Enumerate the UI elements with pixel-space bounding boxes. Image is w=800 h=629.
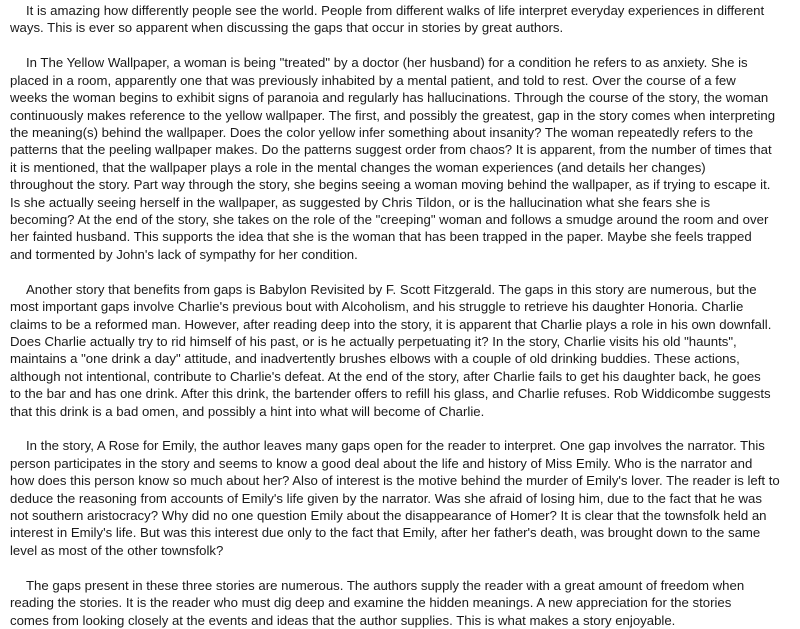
paragraph-yellow-wallpaper: In The Yellow Wallpaper, a woman is being "treated" by a doctor (her husband) for a condition he refers to as anxiety. She is placed in a room, apparently one that was previously inhabited by a mental patient, and told to rest. Over the course of a few weeks the woman begins to exhibit signs of paranoia and regularly has hallucinations. Through the course of the story, the woman continuously makes reference to the yellow wallpaper. The first, and possibly the greatest, gap in the story comes when interpreting the meaning(s) behind the wallpaper. Does the color yellow infer something about insanity? The woman repeatedly refers to the patterns that the peeling wallpaper makes. Do the patterns suggest order from chaos? It is apparent, from the number of times that it is mentioned, that the wallpaper plays a role in the mental changes the woman experiences (and details her changes) throughout the story. Part way through the story, she begins seeing a woman moving behind the wallpaper, as if trying to escape it. Is she actually seeing herself in the wallpaper, as suggested by Chris Tildon, or is the hallucination what she fears she is becoming? At the end of the story, she takes on the role of the "creeping" woman and follows a smudge around the room and over her fainted husband. This supports the idea that she is the woman that has been trapped in the paper. Maybe she feels trapped and tormented by John's lack of sympathy for her condition. [10,55,776,262]
paragraph-intro: It is amazing how differently people see the world. People from different walks of life interpret everyday experiences in different ways. This is ever so apparent when discussing the gaps that occur in stories by great authors. [10,3,765,36]
paragraph-babylon-revisited: Another story that benefits from gaps is Babylon Revisited by F. Scott Fitzgerald. The gaps in this story are numerous, but the most important gaps involve Charlie's previous bout with Alcoholism, and his struggle to retrieve his daughter Honoria. Charlie claims to be a reformed man. However, after reading deep into the story, it is apparent that Charlie plays a role in his own downfall. Does Charlie actually try to rid himself of his past, or is he actually perpetuating it? In the story, Charlie visits his old "haunts", maintains a "one drink a day" attitude, and inadvertently brushes elbows with a couple of old drinking buddies. These actions, although not intentional, contribute to Charlie's defeat. At the end of the story, after Charlie fails to get his daughter back, he goes to the bar and has one drink. After this drink, the bartender offers to refill his glass, and Charlie refuses. Rob Widdicombe suggests that this drink is a bad omen, and possibly a hint into what will become of Charlie. [10,281,772,419]
paragraph-conclusion: The gaps present in these three stories are numerous. The authors supply the reader with a great amount of freedom when reading the stories. It is the reader who must dig deep and examine the hidden meanings. A new appreciation for the stories comes from looking closely at the events and ideas that the author supplies. This is what makes a story enjoyable. [10,577,745,628]
paragraph-rose-for-emily: In the story, A Rose for Emily, the author leaves many gaps open for the reader to interpret. One gap involves the narrator. This person participates in the story and seems to know a good deal about the life and history of Miss Emily. Who is the narrator and how does this person know so much about her? Also of interest is the motive behind the murder of Emily's lover. The reader is left to deduce the reasoning from accounts of Emily's life given by the narrator. Was she afraid of losing him, due to the fact that he was not southern aristocracy? Why did no one question Emily about the disappearance of Homer? It is clear that the townsfolk held an interest in Emily's life. But was this interest due only to the fact that Emily, after her father's death, was brought down to the same level as most of the other townsfolk? [10,438,780,558]
